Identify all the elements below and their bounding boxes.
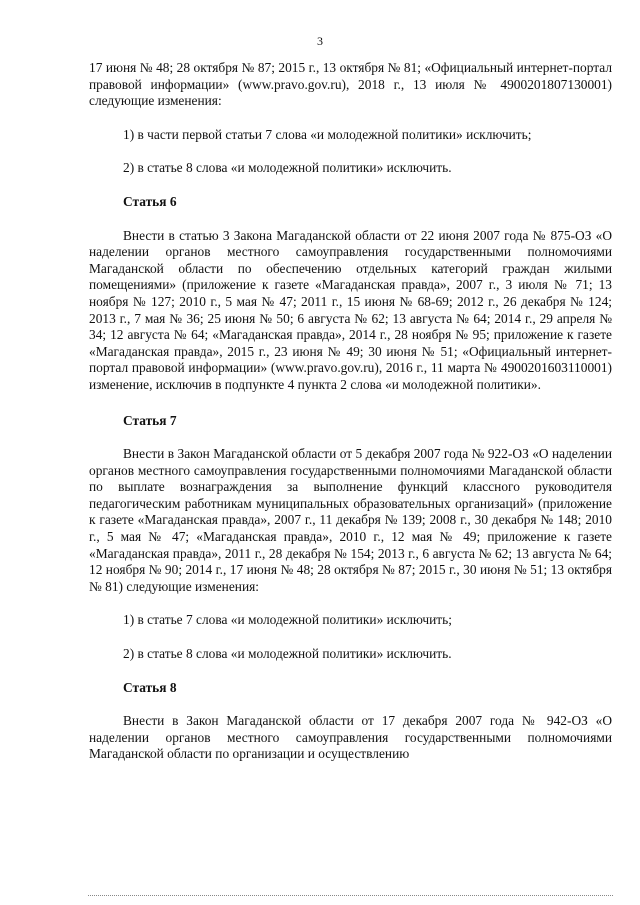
- article-7-item-2: 2) в статье 8 слова «и молодежной политики» исключить.: [123, 646, 452, 662]
- article-7-heading: Статья 7: [123, 412, 177, 428]
- page-bottom-rule: [88, 895, 613, 896]
- article-7-item-1: 1) в статье 7 слова «и молодежной политики» исключить;: [123, 612, 452, 628]
- article-6-heading: Статья 6: [123, 193, 177, 209]
- article-7-text: Внести в Закон Магаданской области от 5 декабря 2007 года № 922-ОЗ «О наделении органов местного самоуправления государственными полномочиями Магаданской области по выплате вознаграждения за выполнение функций классного руководителя педагогическим работникам муниципальных образовательных организаций» (приложение к газете «Магаданская правда», 2007 г., 11 декабря № 139; 2008 г., 30 декабря № 148; 2010 г., 5 мая № 47; «Магаданская правда», 2010 г., 12 мая № 49; приложение к газете «Магаданская правда», 2011 г., 28 декабря № 154; 2013 г., 6 августа № 62; 13 августа № 64; 12 ноября № 90; 2014 г., 17 июня № 48; 28 октября № 87; 2015 г., 30 июня № 51; 13 октября № 81) следующие изменения:: [89, 446, 612, 594]
- article-8-text: Внести в Закон Магаданской области от 17 декабря 2007 года № 942-ОЗ «О наделении органов местного самоуправления государственными полномочиями Магаданской области по организации и осуществлению: [89, 713, 612, 762]
- intro-item-1: 1) в части первой статьи 7 слова «и молодежной политики» исключить;: [123, 126, 532, 142]
- article-6-text: Внести в статью 3 Закона Магаданской области от 22 июня 2007 года № 875-ОЗ «О наделении органов местного самоуправления государственными полномочиями Магаданской области по обеспечению отдельных категорий граждан жилыми помещениями» (приложение к газете «Магаданская правда», 2007 г., 3 июля № 71; 13 ноября № 127; 2010 г., 5 мая № 47; 2011 г., 15 июня № 68-69; 2012 г., 26 декабря № 124; 2013 г., 7 мая № 36; 25 июня № 50; 6 августа № 62; 13 августа № 64; 2014 г., 29 апреля № 34; 12 августа № 64; «Магаданская правда», 2014 г., 28 ноября № 95; приложение к газете «Магаданская правда», 2015 г., 23 июня № 49; 30 июня № 51; «Официальный интернет-портал правовой информации» (www.pravo.gov.ru), 2016 г., 11 марта № 4900201603110001) изменение, исключив в подпункте 4 пункта 2 слова «и молодежной политики».: [89, 227, 612, 392]
- intro-item-2: 2) в статье 8 слова «и молодежной политики» исключить.: [123, 160, 452, 176]
- intro-paragraph: 17 июня № 48; 28 октября № 87; 2015 г., 13 октября № 81; «Официальный интернет-портал правовой информации» (www.pravo.gov.ru), 2018 г., 13 июля № 4900201807130001) следующие изменения:: [89, 60, 612, 109]
- page-number: 3: [317, 34, 323, 48]
- document-body: [89, 60, 612, 763]
- article-8-heading: Статья 8: [123, 679, 177, 695]
